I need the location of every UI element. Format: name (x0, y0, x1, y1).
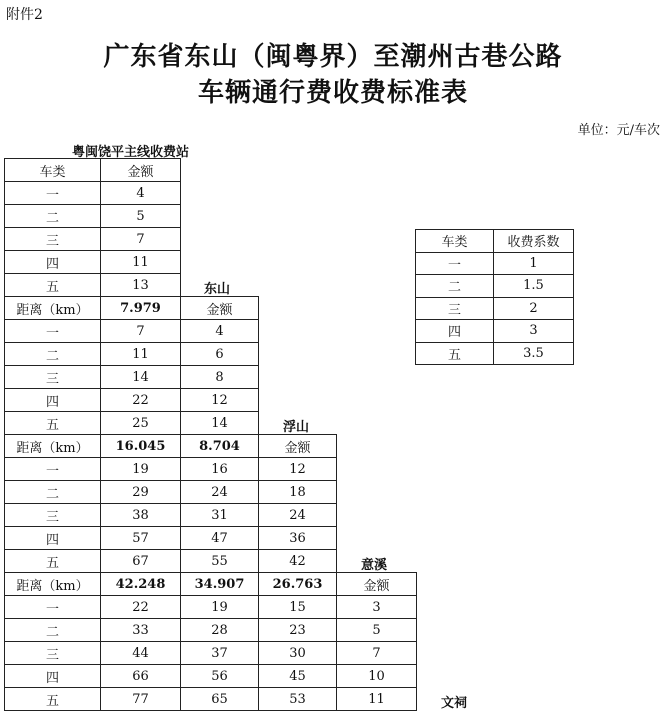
toll-amount-cell: 14 (100, 365, 181, 389)
toll-amount-cell: 24 (180, 480, 259, 504)
coef-class-cell: 五 (415, 342, 494, 366)
coef-value-cell: 3.5 (493, 342, 574, 366)
toll-amount-cell: 25 (100, 411, 181, 435)
toll-amount-cell: 19 (180, 595, 259, 619)
vehicle-class-cell: 三 (4, 503, 101, 527)
page-subtitle: 车辆通行费收费标准表 (197, 78, 468, 108)
vehicle-class-cell: 二 (4, 342, 101, 366)
toll-amount-cell: 31 (180, 503, 259, 527)
vehicle-class-cell: 二 (4, 204, 101, 228)
toll-amount-cell: 67 (100, 549, 181, 573)
station-label: 东山 (204, 282, 231, 297)
vehicle-class-cell: 四 (4, 250, 101, 274)
vehicle-class-cell: 三 (4, 641, 101, 665)
header-vehicle-class: 车类 (4, 158, 101, 182)
toll-amount-cell: 16 (180, 457, 259, 481)
vehicle-class-cell: 二 (4, 618, 101, 642)
toll-amount-cell: 7 (336, 641, 417, 665)
unit-note: 单位：元/车次 (577, 123, 660, 138)
toll-amount-cell: 3 (336, 595, 417, 619)
coef-class-cell: 二 (415, 274, 494, 298)
toll-amount-cell: 65 (180, 687, 259, 711)
toll-amount-cell: 66 (100, 664, 181, 688)
header-amount: 金额 (258, 434, 337, 458)
toll-amount-cell: 22 (100, 388, 181, 412)
toll-amount-cell: 11 (336, 687, 417, 711)
toll-amount-cell: 7 (100, 319, 181, 343)
distance-cell: 8.704 (180, 434, 259, 458)
vehicle-class-cell: 四 (4, 664, 101, 688)
coef-header-value: 收费系数 (493, 229, 574, 253)
toll-amount-cell: 19 (100, 457, 181, 481)
distance-cell: 7.979 (100, 296, 181, 320)
toll-amount-cell: 57 (100, 526, 181, 550)
vehicle-class-cell: 一 (4, 181, 101, 205)
toll-amount-cell: 15 (258, 595, 337, 619)
toll-amount-cell: 42 (258, 549, 337, 573)
vehicle-class-cell: 一 (4, 319, 101, 343)
toll-amount-cell: 6 (180, 342, 259, 366)
attachment-label: 附件2 (6, 7, 43, 23)
toll-amount-cell: 47 (180, 526, 259, 550)
vehicle-class-cell: 五 (4, 549, 101, 573)
station-label: 文祠 (441, 696, 468, 711)
toll-amount-cell: 53 (258, 687, 337, 711)
station-label: 浮山 (283, 420, 310, 435)
vehicle-class-cell: 四 (4, 388, 101, 412)
toll-amount-cell: 14 (180, 411, 259, 435)
toll-amount-cell: 37 (180, 641, 259, 665)
coef-class-cell: 三 (415, 297, 494, 321)
distance-cell: 16.045 (100, 434, 181, 458)
toll-amount-cell: 18 (258, 480, 337, 504)
toll-amount-cell: 4 (100, 181, 181, 205)
toll-amount-cell: 24 (258, 503, 337, 527)
coef-value-cell: 3 (493, 319, 574, 343)
distance-cell: 34.907 (180, 572, 259, 596)
distance-cell: 26.763 (258, 572, 337, 596)
toll-amount-cell: 12 (180, 388, 259, 412)
toll-amount-cell: 11 (100, 342, 181, 366)
vehicle-class-cell: 二 (4, 480, 101, 504)
toll-amount-cell: 33 (100, 618, 181, 642)
header-distance: 距离（km） (4, 434, 101, 458)
toll-amount-cell: 55 (180, 549, 259, 573)
toll-amount-cell: 38 (100, 503, 181, 527)
vehicle-class-cell: 四 (4, 526, 101, 550)
coef-value-cell: 1.5 (493, 274, 574, 298)
toll-amount-cell: 13 (100, 273, 181, 297)
vehicle-class-cell: 三 (4, 365, 101, 389)
toll-amount-cell: 29 (100, 480, 181, 504)
distance-cell: 42.248 (100, 572, 181, 596)
toll-amount-cell: 77 (100, 687, 181, 711)
station-label: 粤闽饶平主线收费站 (72, 145, 190, 160)
toll-amount-cell: 8 (180, 365, 259, 389)
vehicle-class-cell: 一 (4, 595, 101, 619)
header-amount: 金额 (336, 572, 417, 596)
header-amount: 金额 (100, 158, 181, 182)
vehicle-class-cell: 一 (4, 457, 101, 481)
toll-amount-cell: 22 (100, 595, 181, 619)
toll-amount-cell: 23 (258, 618, 337, 642)
coef-class-cell: 一 (415, 252, 494, 276)
toll-amount-cell: 28 (180, 618, 259, 642)
toll-amount-cell: 5 (336, 618, 417, 642)
page-title: 广东省东山（闽粤界）至潮州古巷公路 (103, 42, 563, 72)
header-distance: 距离（km） (4, 296, 101, 320)
toll-amount-cell: 45 (258, 664, 337, 688)
toll-amount-cell: 36 (258, 526, 337, 550)
vehicle-class-cell: 五 (4, 273, 101, 297)
toll-amount-cell: 10 (336, 664, 417, 688)
vehicle-class-cell: 五 (4, 687, 101, 711)
toll-amount-cell: 44 (100, 641, 181, 665)
toll-amount-cell: 11 (100, 250, 181, 274)
vehicle-class-cell: 三 (4, 227, 101, 251)
header-amount: 金额 (180, 296, 259, 320)
toll-amount-cell: 30 (258, 641, 337, 665)
coef-value-cell: 1 (493, 252, 574, 276)
header-distance: 距离（km） (4, 572, 101, 596)
vehicle-class-cell: 五 (4, 411, 101, 435)
toll-amount-cell: 56 (180, 664, 259, 688)
station-label: 意溪 (361, 558, 388, 573)
coef-value-cell: 2 (493, 297, 574, 321)
toll-amount-cell: 5 (100, 204, 181, 228)
toll-amount-cell: 4 (180, 319, 259, 343)
toll-amount-cell: 12 (258, 457, 337, 481)
coef-class-cell: 四 (415, 319, 494, 343)
toll-amount-cell: 7 (100, 227, 181, 251)
coef-header-class: 车类 (415, 229, 494, 253)
